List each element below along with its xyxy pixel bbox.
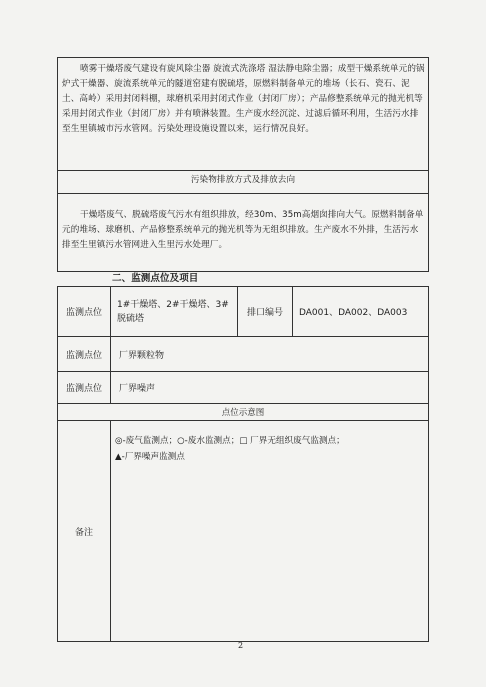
row2-label: 监测点位 bbox=[57, 336, 111, 372]
section1-divider-bottom bbox=[57, 193, 429, 194]
notes-content bbox=[110, 420, 429, 642]
section1-paragraph2: 干燥塔废气、脱硫塔废气污水有组织排放，经30m、35m高烟囱排向大气。原燃料制备单元的堆场、球磨机、产品修整系统单元的抛光机等为无组织排放。生产废水不外排，生活污水排至生里镇污水管网进入生里污水处理厂。 bbox=[62, 210, 424, 250]
row3-label: 监测点位 bbox=[57, 371, 111, 404]
row1-label2: 排口编号 bbox=[237, 286, 293, 337]
row1-label: 监测点位 bbox=[57, 286, 111, 337]
row1-value: 1#干燥塔、2#干燥塔、3#脱硫塔 bbox=[110, 286, 238, 337]
section2-heading: 二、监测点位及项目 bbox=[112, 273, 199, 284]
notes-line2: ▲-厂界噪声监测点 bbox=[115, 452, 185, 462]
row3-value: 厂界噪声 bbox=[110, 371, 429, 404]
section1-divider-top bbox=[57, 170, 429, 171]
notes-label: 备注 bbox=[57, 420, 111, 642]
page-number: 2 bbox=[238, 641, 244, 650]
row2-value: 厂界颗粒物 bbox=[110, 336, 429, 372]
notes-line1: ◎-废气监测点；○-废水监测点；□ 厂界无组织废气监测点； bbox=[115, 436, 345, 446]
section1-paragraph: 喷雾干燥塔废气建设有旋风除尘器 旋流式洗涤塔 湿法静电除尘器；成型干燥系统单元的锅炉式干燥器、旋流系统单元的隧道窑建有脱硫塔，原燃料制备单元的堆场（长石、瓷石、泥土、高岭）采用封闭料棚，球磨机采用封闭式作业（封闭厂房）；产品修整系统单元的抛光机等采用封闭式作业（封闭厂房）并有喷淋装置。生产废水经沉淀、过滤后循环利用，生活污水排至生里镇城市污水管网。污染处理设施设置以来，运行情况良好。 bbox=[62, 64, 425, 134]
section1-subheading: 污染物排放方式及排放去向 bbox=[190, 175, 296, 185]
row1-value2: DA001、DA002、DA003 bbox=[292, 286, 429, 337]
diagram-title: 点位示意图 bbox=[57, 403, 429, 421]
